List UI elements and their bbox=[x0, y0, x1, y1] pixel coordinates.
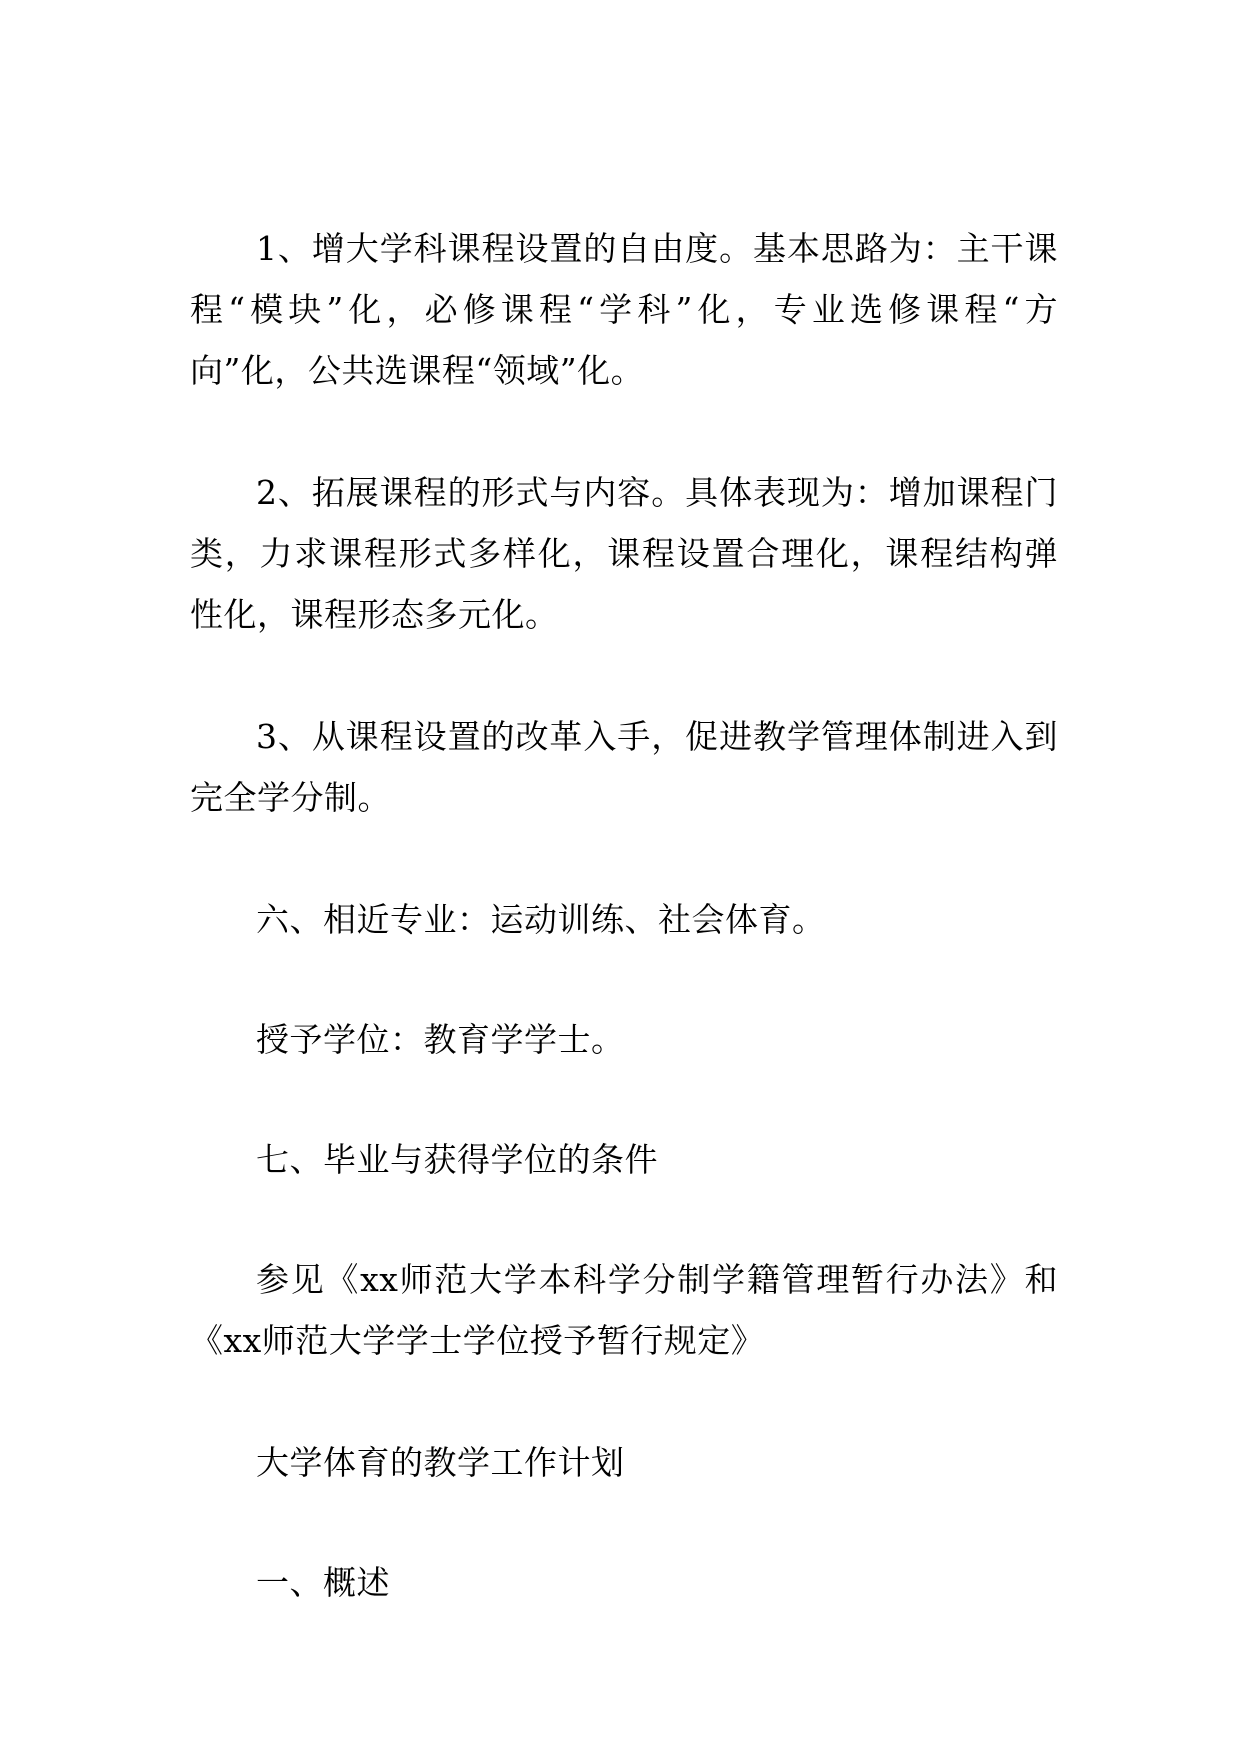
paragraph-related-majors: 六、相近专业：运动训练、社会体育。 bbox=[256, 900, 826, 939]
heading-pe-teaching-plan: 大学体育的教学工作计划 bbox=[256, 1443, 625, 1482]
heading-graduation-conditions: 七、毕业与获得学位的条件 bbox=[256, 1140, 658, 1179]
paragraph-credit-system: 3、从课程设置的改革入手，促进教学管理体制进入到完全学分制。 bbox=[190, 717, 1058, 817]
paragraph-course-form-content: 2、拓展课程的形式与内容。具体表现为：增加课程门类，力求课程形式多样化，课程设置合理化，课程结构弹性化，课程形态多元化。 bbox=[190, 473, 1058, 634]
paragraph-degree-awarded: 授予学位：教育学学士。 bbox=[256, 1020, 625, 1059]
paragraph-course-freedom: 1、增大学科课程设置的自由度。基本思路为：主干课程“模块”化，必修课程“学科”化，专业选修课程“方向”化，公共选课程“领域”化。 bbox=[190, 229, 1058, 390]
document-body bbox=[190, 218, 1058, 1672]
paragraph-regulation-reference: 参见《xx师范大学本科学分制学籍管理暂行办法》和《xx师范大学学士学位授予暂行规定》 bbox=[190, 1260, 1058, 1360]
heading-overview: 一、概述 bbox=[256, 1563, 390, 1602]
